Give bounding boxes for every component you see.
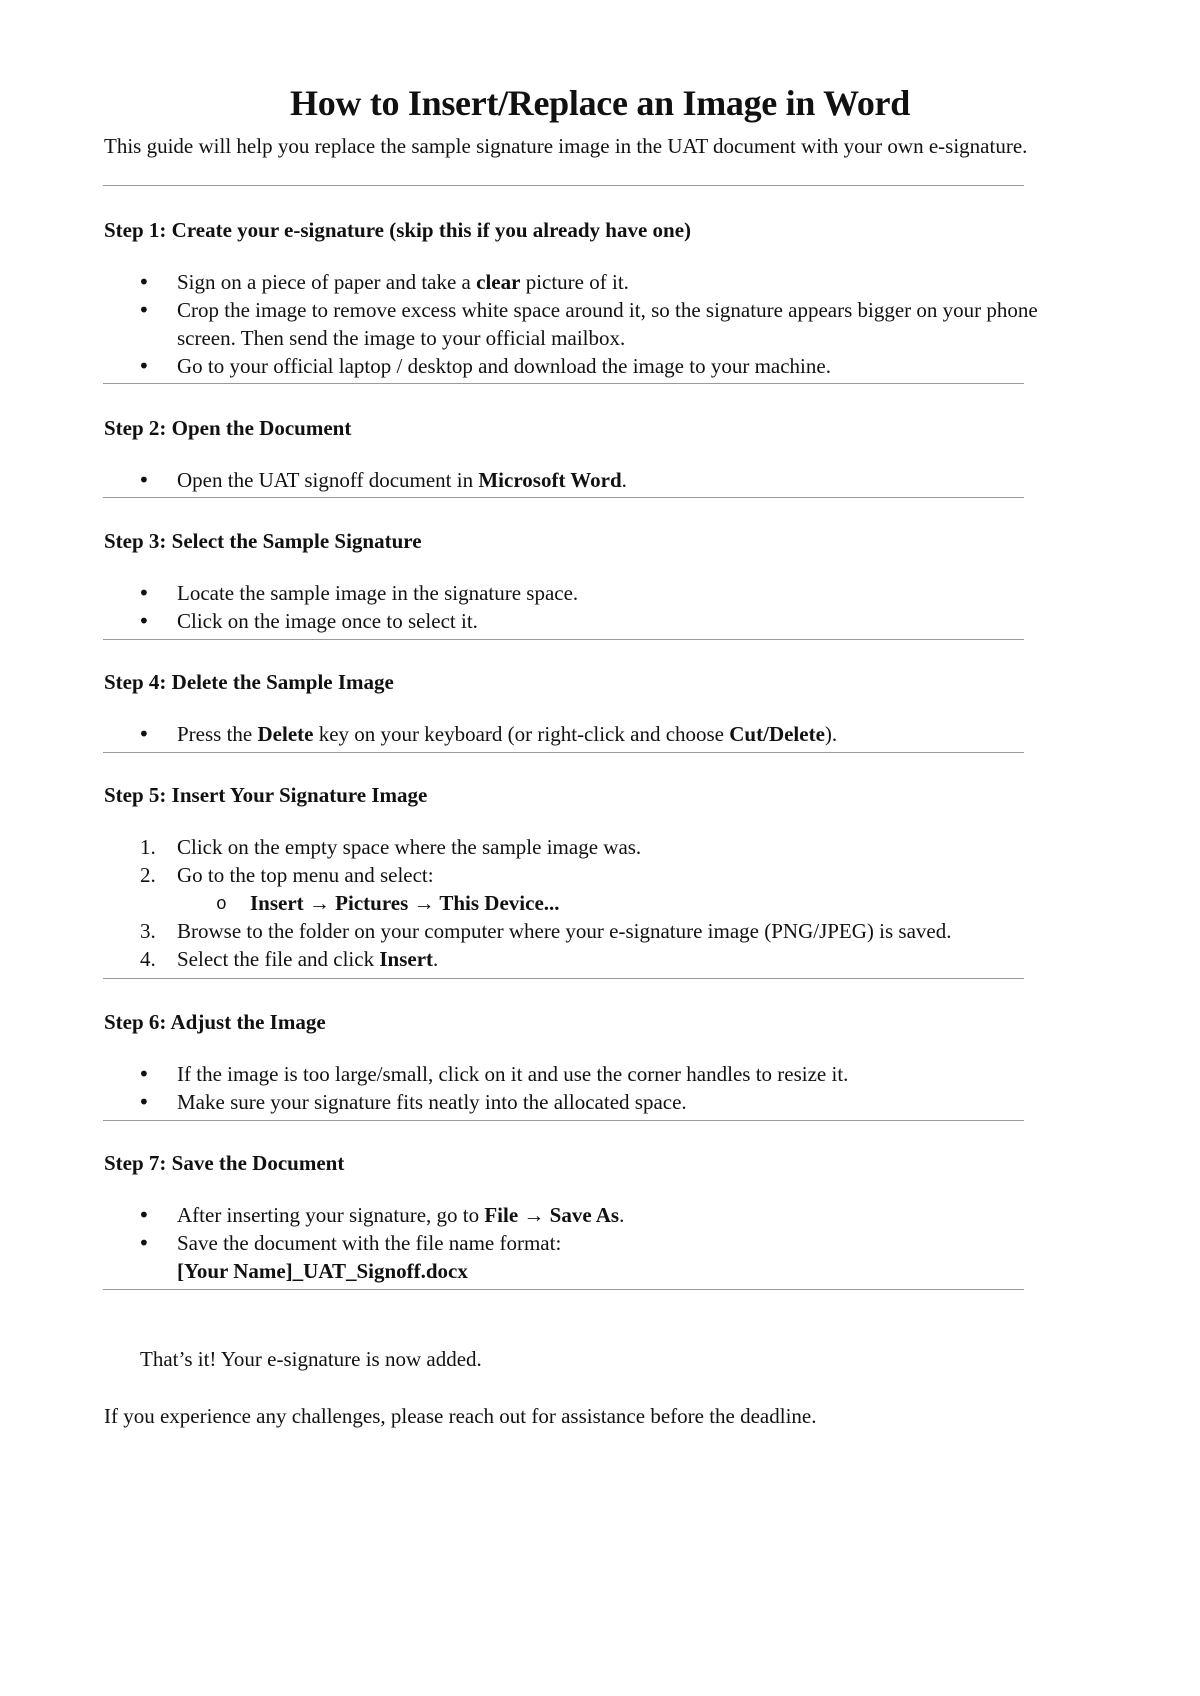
step-3-heading: Step 3: Select the Sample Signature [104,529,422,553]
list-item-text: Open the UAT signoff document in [177,468,479,492]
list-item [104,296,1094,352]
list-item [104,579,1094,607]
list-item-text: If the image is too large/small, click on it and use the corner handles to resize it. [177,1062,849,1086]
item-number: 2. [140,863,156,887]
step-7-heading: Step 7: Save the Document [104,1151,345,1175]
list-item-text: picture of it. [520,270,629,294]
list-item-emphasis: clear [476,270,521,294]
section-divider [103,1120,1024,1121]
step-2-heading: Step 2: Open the Document [104,416,352,440]
numbered-item [104,833,1094,861]
sub-list-item [104,889,1094,917]
section-divider [103,1289,1024,1290]
step-1-section [104,216,1094,380]
section-divider [103,978,1024,979]
step-3-section [104,527,1094,635]
list-item-text: ). [824,722,838,746]
item-number: 3. [140,919,156,943]
step-1-list [104,268,1094,380]
list-item [104,268,1094,296]
list-item-text: After inserting your signature, go to [177,1203,485,1227]
list-item-text: Go to your official laptop / desktop and download the image to your machine. [177,354,831,378]
list-item [104,607,1094,635]
list-item-text: Click on the image once to select it. [177,609,478,633]
step-6-section [104,1008,1094,1116]
assistance-note: If you experience any challenges, please reach out for assistance before the deadline. [104,1404,817,1428]
list-item [104,1060,1094,1088]
list-item-text: Crop the image to remove excess white space around it, so the signature appears bigger on your phone screen. Then send the image to your official mailbox. [177,298,1038,350]
list-item-text: Select the file and click [177,947,380,971]
closing-note: That’s it! Your e-signature is now added. [140,1347,482,1371]
menu-path: Insert → Pictures → This Device... [250,891,560,915]
list-item [104,1088,1094,1116]
step-4-list [104,720,1094,748]
step-2-list [104,466,1094,494]
list-item-text: Browse to the folder on your computer where your e-signature image (PNG/JPEG) is saved. [177,919,952,943]
step-7-section [104,1149,1094,1285]
step-6-list [104,1060,1094,1116]
list-item-text: Sign on a piece of paper and take a [177,270,477,294]
step-3-list [104,579,1094,635]
step-4-heading: Step 4: Delete the Sample Image [104,670,394,694]
step-6-heading: Step 6: Adjust the Image [104,1010,326,1034]
section-divider [103,639,1024,640]
list-item [104,466,1094,494]
list-item-text: . [619,1203,625,1227]
list-item-emphasis: Delete [257,722,314,746]
step-5-heading: Step 5: Insert Your Signature Image [104,783,428,807]
step-1-heading: Step 1: Create your e-signature (skip this if you already have one) [104,218,692,242]
item-number: 4. [140,947,156,971]
step-5-list [104,833,1094,973]
section-divider [103,383,1024,384]
list-item-text: . [433,947,439,971]
list-item-text: Press the [177,722,258,746]
list-item-text: . [621,468,627,492]
numbered-item [104,917,1094,945]
section-divider [103,185,1024,186]
list-item-text: Save the document with the file name format: [177,1231,562,1255]
list-item-emphasis: Microsoft Word [478,468,622,492]
numbered-item [104,861,1094,889]
list-item-text: Go to the top menu and select: [177,863,434,887]
list-item [104,352,1094,380]
list-item [104,1201,1094,1229]
list-item-text: Click on the empty space where the sample image was. [177,835,642,859]
page-title: How to Insert/Replace an Image in Word [290,83,910,124]
list-item-emphasis: File → Save As [484,1203,620,1227]
step-5-section [104,781,1094,973]
list-item-emphasis: Cut/Delete [729,722,825,746]
step-7-list [104,1201,1094,1285]
section-divider [103,497,1024,498]
list-item-text: Make sure your signature fits neatly into the allocated space. [177,1090,687,1114]
list-item-text: Locate the sample image in the signature space. [177,581,579,605]
list-item-text: key on your keyboard (or right-click and choose [313,722,730,746]
intro-paragraph: This guide will help you replace the sample signature image in the UAT document with your own e-signature. [104,134,1028,158]
step-4-section [104,668,1094,748]
list-item [104,720,1094,748]
list-item [104,1229,1094,1285]
list-item-emphasis: Insert [379,947,434,971]
numbered-item [104,945,1094,973]
section-divider [103,752,1024,753]
file-name-format: [Your Name]_UAT_Signoff.docx [177,1259,468,1283]
sub-bullet-marker: o [216,895,227,915]
step-2-section [104,414,1094,494]
item-number: 1. [140,835,156,859]
